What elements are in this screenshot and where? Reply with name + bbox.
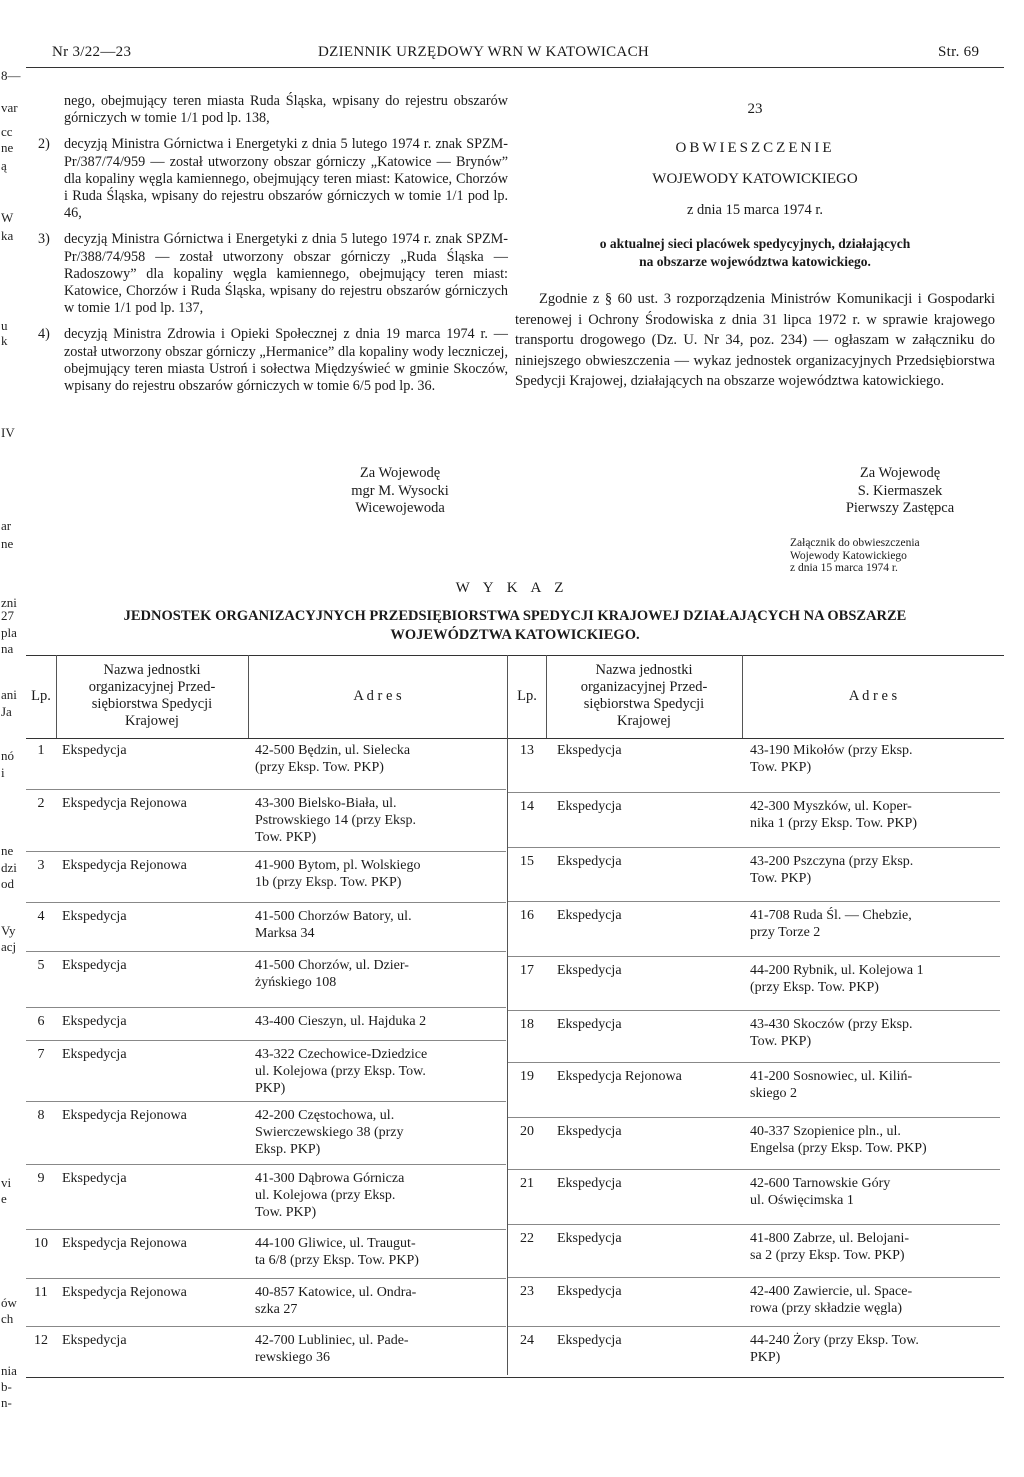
row-lp: 11 <box>34 1285 48 1300</box>
row-address <box>750 1068 1002 1102</box>
row-name: Ekspedycja <box>557 1124 622 1139</box>
address-line: 43-400 Cieszyn, ul. Hajduka 2 <box>255 1014 427 1029</box>
margin-fragment: ą <box>1 158 7 173</box>
row-name: Ekspedycja <box>557 1284 622 1299</box>
address-line: PKP) <box>255 1081 286 1096</box>
address-line: 42-700 Lubliniec, ul. Pade- <box>255 1333 409 1348</box>
row-separator <box>508 792 1000 793</box>
row-address <box>255 1332 505 1366</box>
margin-fragment: n- <box>1 1395 12 1410</box>
row-address <box>750 1175 1002 1209</box>
row-lp: 23 <box>520 1284 534 1299</box>
row-lp: 15 <box>520 854 534 869</box>
row-lp: 22 <box>520 1231 534 1246</box>
row-lp: 7 <box>37 1047 45 1062</box>
row-address <box>255 957 505 991</box>
intro-paragraph: nego, obejmujący teren miasta Ruda Śląska, wpisany do rejestru obszarów górniczych w tomie 1/1 pod lp. 138, <box>64 93 508 127</box>
address-line: 41-500 Chorzów Batory, ul. <box>255 909 412 924</box>
decision-text: decyzją Ministra Górnictwa i Energetyki z dnia 5 lutego 1974 r. znak SPZM-Pr/387/74/959 — został utworzony obszar górniczy „Katowice — Brynów” dla kopaliny węgla kamiennego, obejmujący teren miast: Katowice, Chorzów i Ruda Śląska, wpisany do rejestru obszarów górniczych w tomie 1/1 pod lp. 46, <box>64 136 508 222</box>
address-line: Marksa 34 <box>255 926 315 941</box>
address-line: 41-900 Bytom, pl. Wolskiego <box>255 858 421 873</box>
margin-fragment: 27 <box>1 608 14 623</box>
margin-fragment: nia <box>1 1363 17 1378</box>
row-lp: 19 <box>520 1069 534 1084</box>
address-line: ta 6/8 (przy Eksp. Tow. PKP) <box>255 1253 419 1268</box>
margin-fragment: cc <box>1 124 13 139</box>
row-name: Ekspedycja <box>62 958 127 973</box>
row-separator <box>508 1010 1000 1011</box>
row-name: Ekspedycja <box>62 743 127 758</box>
address-line: rowa (przy składzie węgla) <box>750 1301 902 1316</box>
notice-number: 23 <box>747 101 763 117</box>
table-top-rule <box>26 655 1004 656</box>
row-address <box>255 795 505 846</box>
left-column <box>38 93 508 404</box>
row-address <box>750 1283 1002 1317</box>
row-address <box>255 908 505 942</box>
address-line: 43-200 Pszczyna (przy Eksp. <box>750 854 914 869</box>
notice-about: o aktualnej sieci placówek spedycyjnych, działających na obszarze województwa katowickiego. <box>599 236 911 269</box>
decision-item <box>38 136 508 222</box>
row-name: Ekspedycja Rejonowa <box>62 1108 187 1123</box>
row-separator <box>26 1326 506 1327</box>
row-lp: 13 <box>520 743 534 758</box>
row-lp: 21 <box>520 1176 534 1191</box>
row-separator <box>508 901 1000 902</box>
address-line: 42-400 Zawiercie, ul. Space- <box>750 1284 913 1299</box>
address-line: 42-200 Częstochowa, ul. <box>255 1108 395 1123</box>
header-rule <box>26 67 1004 68</box>
row-lp: 5 <box>37 958 45 973</box>
row-name: Ekspedycja <box>557 1176 622 1191</box>
notice-subtitle: WOJEWODY KATOWICKIEGO <box>652 171 858 187</box>
margin-fragment: 8— <box>1 68 21 83</box>
address-line: ul. Kolejowa (przy Eksp. <box>255 1188 396 1203</box>
row-lp: 3 <box>37 858 45 873</box>
page-number: Str. 69 <box>938 44 980 60</box>
address-line: 41-200 Sosnowiec, ul. Kiliń- <box>750 1069 913 1084</box>
margin-fragment: od <box>1 876 14 891</box>
row-separator <box>508 1224 1000 1225</box>
address-line: 41-300 Dąbrowa Górnicza <box>255 1171 405 1186</box>
margin-fragment: ów <box>1 1295 17 1310</box>
address-line: Tow. PKP) <box>255 1205 317 1220</box>
row-separator <box>508 1117 1000 1118</box>
row-address <box>255 1235 505 1269</box>
address-line: Tow. PKP) <box>255 830 317 845</box>
row-name: Ekspedycja <box>62 909 127 924</box>
row-name: Ekspedycja <box>557 963 622 978</box>
address-line: 42-500 Będzin, ul. Sielecka <box>255 743 411 758</box>
margin-fragment: na <box>1 641 14 656</box>
list-title: W Y K A Z <box>455 580 569 596</box>
left-signature: Za Wojewodę mgr M. Wysocki Wicewojewoda <box>351 465 449 516</box>
decision-number: 2) <box>38 136 50 153</box>
attachment-note: Załącznik do obwieszczenia Wojewody Katowickiego z dnia 15 marca 1974 r. <box>790 537 920 574</box>
margin-fragment: pla <box>1 625 17 640</box>
row-separator <box>508 1169 1000 1170</box>
decision-text: decyzją Ministra Zdrowia i Opieki Społecznej z dnia 19 marca 1974 r. — został utworzony obszar górniczy „Hermanice” dla kopaliny wody leczniczej, obejmujący teren miasta Ustroń i sołectwa Międzyświeć w gminie Skoczów, wpisany do rejestru obszarów górniczych w tomie 6/5 pod lp. 36. <box>64 326 508 395</box>
row-name: Ekspedycja <box>557 1333 622 1348</box>
right-signature: Za Wojewodę S. Kiermaszek Pierwszy Zastępca <box>845 465 955 516</box>
notice-title: OBWIESZCZENIE <box>675 140 835 156</box>
col-header-lp: Lp. <box>517 688 537 704</box>
address-line: 44-240 Żory (przy Eksp. Tow. <box>750 1333 919 1348</box>
row-name: Ekspedycja <box>557 854 622 869</box>
margin-fragment: ch <box>1 1311 14 1326</box>
address-line: 44-200 Rybnik, ul. Kolejowa 1 <box>750 963 924 978</box>
row-address <box>255 857 505 891</box>
address-line: przy Torze 2 <box>750 925 821 940</box>
address-line: Tow. PKP) <box>750 760 812 775</box>
row-address <box>255 1013 505 1030</box>
decision-number: 3) <box>38 231 50 248</box>
address-line: 40-337 Szopienice pln., ul. <box>750 1124 901 1139</box>
row-separator <box>508 1062 1000 1063</box>
address-line: 43-322 Czechowice-Dziedzice <box>255 1047 428 1062</box>
row-address <box>750 742 1002 776</box>
row-lp: 12 <box>34 1333 48 1348</box>
row-separator <box>26 951 506 952</box>
row-name: Ekspedycja Rejonowa <box>557 1069 682 1084</box>
row-address <box>255 1107 505 1158</box>
row-lp: 4 <box>37 909 45 924</box>
address-line: szka 27 <box>255 1302 298 1317</box>
row-address <box>255 1046 505 1097</box>
row-separator <box>508 1326 1000 1327</box>
issue-number: Nr 3/22—23 <box>52 44 132 60</box>
margin-fragment: IV <box>1 425 15 440</box>
address-line: 43-430 Skoczów (przy Eksp. <box>750 1017 913 1032</box>
col-header-address: A d r e s <box>848 688 898 704</box>
row-address <box>255 1284 505 1318</box>
table-header-rule <box>26 738 1004 739</box>
margin-fragment: ne <box>1 140 14 155</box>
row-name: Ekspedycja Rejonowa <box>62 1285 187 1300</box>
col-header-name: Nazwa jednostki organizacyjnej Przed- siębiorstwa Spedycji Krajowej <box>580 662 708 729</box>
row-name: Ekspedycja <box>557 1231 622 1246</box>
margin-fragment: var <box>1 100 18 115</box>
address-line: 1b (przy Eksp. Tow. PKP) <box>255 875 402 890</box>
row-lp: 24 <box>520 1333 534 1348</box>
margin-fragment: ne <box>1 843 14 858</box>
margin-fragment: vi <box>1 1175 12 1190</box>
row-name: Ekspedycja <box>557 1017 622 1032</box>
address-line: (przy Eksp. Tow. PKP) <box>255 760 384 775</box>
row-name: Ekspedycja <box>62 1333 127 1348</box>
row-name: Ekspedycja Rejonowa <box>62 858 187 873</box>
row-name: Ekspedycja <box>557 743 622 758</box>
row-name: Ekspedycja <box>62 1171 127 1186</box>
address-line: 41-800 Zabrze, ul. Belojani- <box>750 1231 910 1246</box>
row-lp: 17 <box>520 963 534 978</box>
notice-date: z dnia 15 marca 1974 r. <box>686 202 824 218</box>
address-line: Tow. PKP) <box>750 1034 812 1049</box>
address-line: 43-300 Bielsko-Biała, ul. <box>255 796 397 811</box>
decision-list <box>38 136 508 395</box>
row-address <box>255 742 505 776</box>
decision-item <box>38 231 508 317</box>
row-lp: 6 <box>37 1014 45 1029</box>
row-lp: 16 <box>520 908 534 923</box>
list-subtitle: JEDNOSTEK ORGANIZACYJNYCH PRZEDSIĘBIORSTWA SPEDYCJI KRAJOWEJ DZIAŁAJĄCYCH NA OBSZARZE WOJEWÓDZTWA KATOWICKIEGO. <box>123 608 907 643</box>
row-separator <box>26 1040 506 1041</box>
address-line: 44-100 Gliwice, ul. Traugut- <box>255 1236 416 1251</box>
row-address <box>750 1230 1002 1264</box>
row-lp: 2 <box>37 796 45 811</box>
margin-fragment: ani <box>1 687 17 702</box>
address-line: skiego 2 <box>750 1086 798 1101</box>
address-line: 42-600 Tarnowskie Góry <box>750 1176 891 1191</box>
row-address <box>750 907 1002 941</box>
row-separator <box>26 789 506 790</box>
margin-fragment: nó <box>1 748 14 763</box>
address-line: Tow. PKP) <box>750 871 812 886</box>
row-lp: 10 <box>34 1236 48 1251</box>
margin-fragment: u <box>1 318 8 333</box>
margin-fragment: ar <box>1 518 12 533</box>
row-address <box>750 798 1002 832</box>
margin-fragment: dzi <box>1 860 17 875</box>
row-lp: 14 <box>520 799 534 814</box>
address-line: PKP) <box>750 1350 781 1365</box>
row-name: Ekspedycja Rejonowa <box>62 796 187 811</box>
table-center-divider <box>507 655 508 1375</box>
row-name: Ekspedycja <box>557 799 622 814</box>
decision-item <box>38 326 508 395</box>
address-line: 41-500 Chorzów, ul. Dzier- <box>255 958 409 973</box>
decision-number: 4) <box>38 326 50 343</box>
margin-fragment: k <box>1 333 8 348</box>
row-separator <box>26 1278 506 1279</box>
address-line: 40-857 Katowice, ul. Ondra- <box>255 1285 417 1300</box>
address-line: Engelsa (przy Eksp. Tow. PKP) <box>750 1141 927 1156</box>
margin-fragment: b- <box>1 1379 12 1394</box>
row-lp: 18 <box>520 1017 534 1032</box>
address-line: 41-708 Ruda Śl. — Chebzie, <box>750 908 912 923</box>
table-bottom-rule <box>26 1377 1004 1378</box>
address-line: ul. Oświęcimska 1 <box>750 1193 854 1208</box>
col-header-name: Nazwa jednostki organizacyjnej Przed- siębiorstwa Spedycji Krajowej <box>88 662 216 729</box>
row-address <box>750 1123 1002 1157</box>
row-lp: 1 <box>37 743 45 758</box>
margin-fragment: W <box>1 210 14 225</box>
journal-title: DZIENNIK URZĘDOWY WRN W KATOWICACH <box>318 44 650 60</box>
address-line: Eksp. PKP) <box>255 1142 321 1157</box>
address-line: nika 1 (przy Eksp. Tow. PKP) <box>750 816 918 831</box>
row-address <box>750 1016 1002 1050</box>
address-line: (przy Eksp. Tow. PKP) <box>750 980 879 995</box>
row-lp: 9 <box>37 1171 45 1186</box>
address-line: Swierczewskiego 38 (przy <box>255 1125 404 1140</box>
row-name: Ekspedycja Rejonowa <box>62 1236 187 1251</box>
row-separator <box>26 1164 506 1165</box>
row-address <box>750 1332 1002 1366</box>
address-line: rewskiego 36 <box>255 1350 331 1365</box>
col-header-address: A d r e s <box>353 688 402 704</box>
row-name: Ekspedycja <box>557 908 622 923</box>
margin-fragment: ne <box>1 536 14 551</box>
col-header-lp: Lp. <box>31 688 51 704</box>
row-separator <box>508 1277 1000 1278</box>
address-line: 43-190 Mikołów (przy Eksp. <box>750 743 913 758</box>
margin-fragment: i <box>1 765 5 780</box>
row-separator <box>26 1229 506 1230</box>
margin-fragment: acj <box>1 939 17 954</box>
margin-fragment: ka <box>1 228 14 243</box>
row-separator <box>26 902 506 903</box>
margin-fragment: Vy <box>1 923 16 938</box>
row-lp: 20 <box>520 1124 534 1139</box>
row-name: Ekspedycja <box>62 1047 127 1062</box>
margin-fragment: zni <box>1 595 17 610</box>
row-name: Ekspedycja <box>62 1014 127 1029</box>
address-line: ul. Kolejowa (przy Eksp. Tow. <box>255 1064 426 1079</box>
row-address <box>255 1170 505 1221</box>
notice-body: Zgodnie z § 60 ust. 3 rozporządzenia Ministrów Komunikacji i Gospodarki terenowej i Ochrony Środowiska z dnia 31 lipca 1972 r. w sprawie krajowego transportu drogowego (Dz. U. Nr 34, poz. 234) — ogłaszam w załączniku do niniejszego obwieszczenia — wykaz jednostek organizacyjnych Przedsiębiorstwa Spedycji Krajowej, działających na obszarze województwa katowickiego. <box>515 291 995 389</box>
row-address <box>750 962 1002 996</box>
row-separator <box>26 851 506 852</box>
row-separator <box>508 956 1000 957</box>
row-separator <box>26 1007 506 1008</box>
row-address <box>750 853 1002 887</box>
margin-fragment: e <box>1 1191 7 1206</box>
decision-text: decyzją Ministra Górnictwa i Energetyki z dnia 5 lutego 1974 r. znak SPZM-Pr/388/74/958 — został utworzony obszar górniczy „Ruda Śląska — Radoszowy” dla kopaliny węgla kamiennego, obejmujący teren miast: Katowice, Chorzów i Ruda Śląska, wpisany do rejestru obszarów górniczych w tomie 1/1 pod lp. 137, <box>64 231 508 317</box>
row-separator <box>508 847 1000 848</box>
address-line: Pstrowskiego 14 (przy Eksp. <box>255 813 416 828</box>
address-line: sa 2 (przy Eksp. Tow. PKP) <box>750 1248 905 1263</box>
row-separator <box>26 1101 506 1102</box>
address-line: żyńskiego 108 <box>255 975 337 990</box>
right-column <box>515 93 995 392</box>
address-line: 42-300 Myszków, ul. Koper- <box>750 799 912 814</box>
margin-fragment: Ja <box>1 704 12 719</box>
row-lp: 8 <box>37 1108 45 1123</box>
